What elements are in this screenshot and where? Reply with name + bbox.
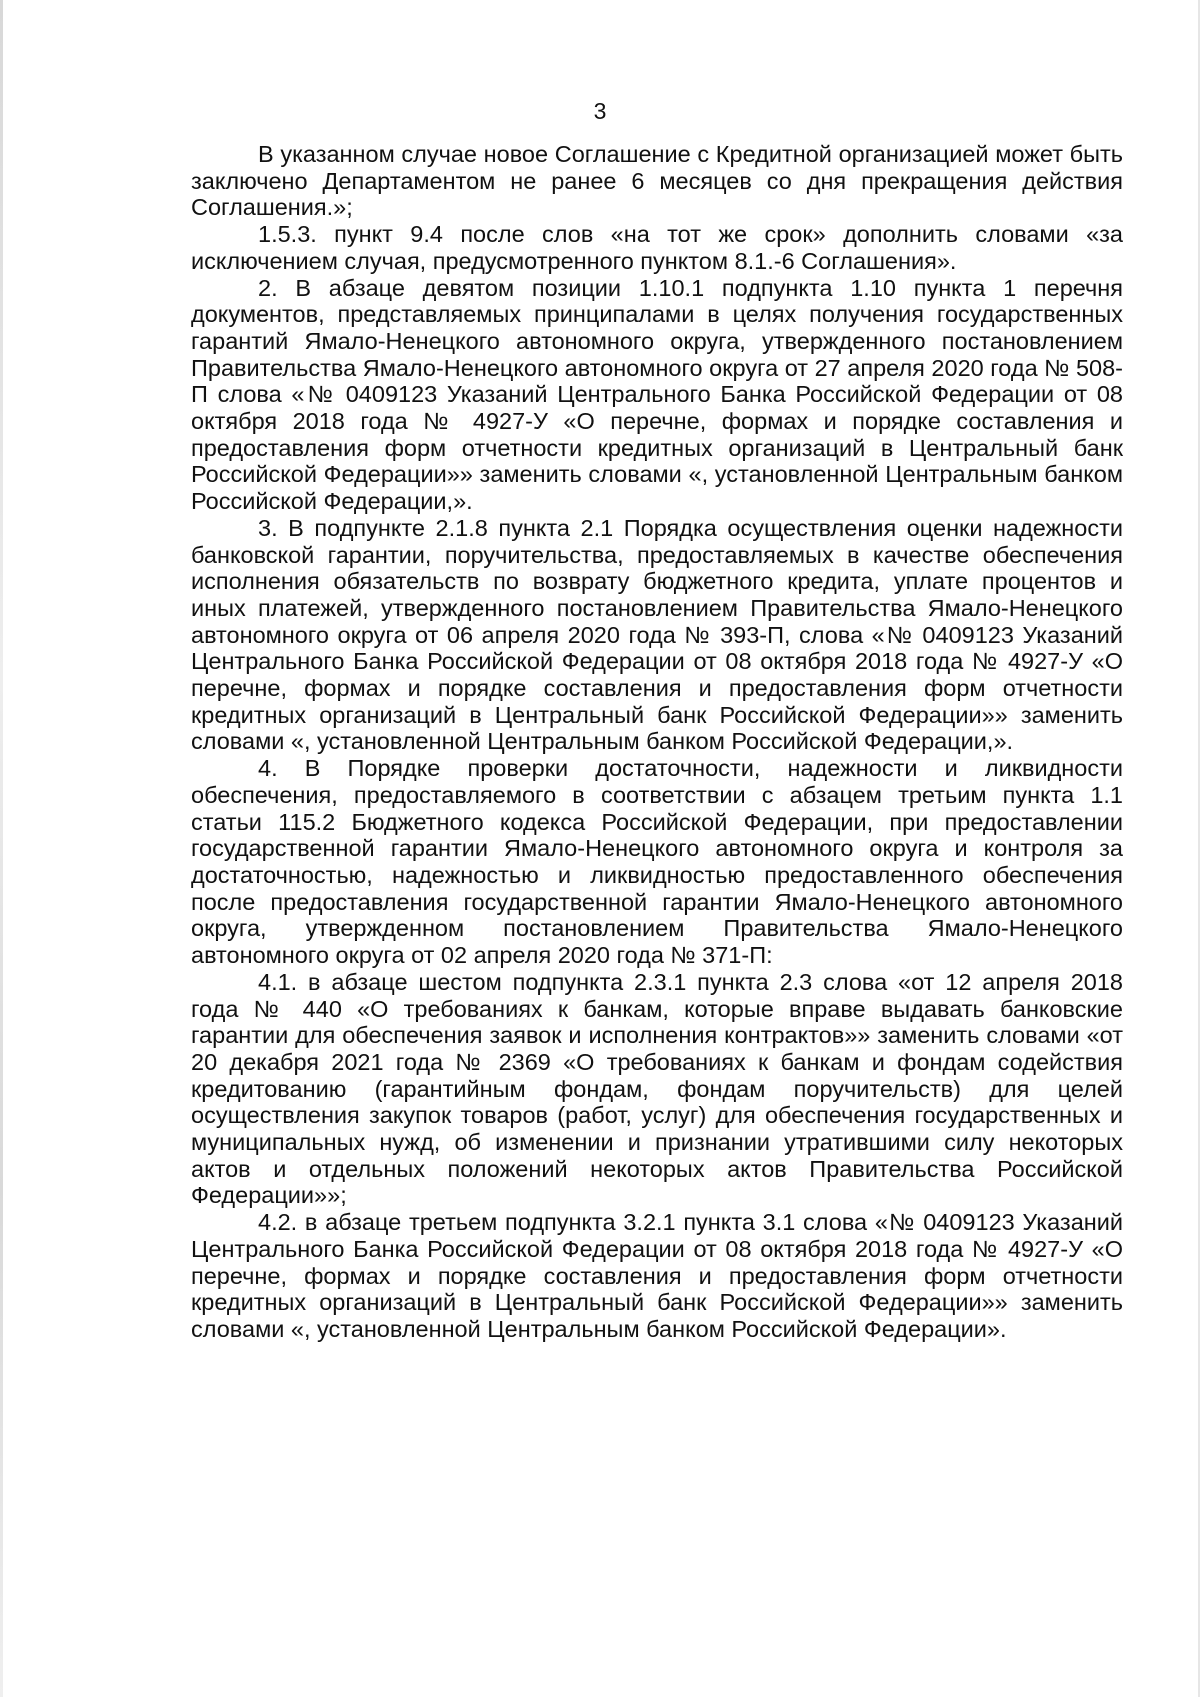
paragraph-4-2: 4.2. в абзаце третьем подпункта 3.2.1 пункта 3.1 слова «№ 0409123 Указаний Центрального Банка Российской Федерации от 08 октября 2018 года № 4927-У «О перечне, формах и порядке составления и предоставления форм отчетности кредитных организаций в Центральный банк Российской Федерации»» заменить словами «, установленной Центральным банком Российской Федерации».: [191, 1209, 1123, 1342]
paragraph-agreement-termination: В указанном случае новое Соглашение с Кредитной организацией может быть заключено Департаментом не ранее 6 месяцев со дня прекращения действия Соглашения.»;: [191, 141, 1123, 221]
page-number: 3: [593, 98, 607, 124]
paragraph-4-1: 4.1. в абзаце шестом подпункта 2.3.1 пункта 2.3 слова «от 12 апреля 2018 года № 440 «О требованиях к банкам, которые вправе выдавать банковские гарантии для обеспечения заявок и исполнения контрактов»» заменить словами «от 20 декабря 2021 года № 2369 «О требованиях к банкам и фондам содействия кредитованию (гарантийным фондам, фондам поручительств) для целей осуществления закупок товаров (работ, услуг) для обеспечения государственных и муниципальных нужд, об изменении и признании утратившими силу некоторых актов и отдельных положений некоторых актов Правительства Российской Федерации»»;: [191, 968, 1123, 1209]
paragraph-4: 4. В Порядке проверки достаточности, надежности и ликвидности обеспечения, предоставляемого в соответствии с абзацем третьим пункта 1.1 статьи 115.2 Бюджетного кодекса Российской Федерации, при предоставлении государственной гарантии Ямало-Ненецкого автономного округа и контроля за достаточностью, надежностью и ликвидностью предоставленного обеспечения после предоставления государственной гарантии Ямало-Ненецкого автономного округа, утвержденном постановлением Правительства Ямало-Ненецкого автономного округа от 02 апреля 2020 года № 371-П:: [191, 755, 1123, 969]
scan-edge-left: [0, 0, 3, 1697]
paragraph-1-5-3: 1.5.3. пункт 9.4 после слов «на тот же срок» дополнить словами «за исключением случая, предусмотренного пунктом 8.1.-6 Соглашения».: [191, 221, 1123, 274]
paragraph-3: 3. В подпункте 2.1.8 пункта 2.1 Порядка осуществления оценки надежности банковской гарантии, поручительства, предоставляемых в качестве обеспечения исполнения обязательств по возврату бюджетного кредита, уплате процентов и иных платежей, утвержденного постановлением Правительства Ямало-Ненецкого автономного округа от 06 апреля 2020 года № 393-П, слова «№ 0409123 Указаний Центрального Банка Российской Федерации от 08 октября 2018 года № 4927-У «О перечне, формах и порядке составления и предоставления форм отчетности кредитных организаций в Центральный банк Российской Федерации»» заменить словами «, установленной Центральным банком Российской Федерации,».: [191, 514, 1123, 755]
document-body: [191, 141, 1123, 1343]
paragraph-2: 2. В абзаце девятом позиции 1.10.1 подпункта 1.10 пункта 1 перечня документов, представляемых принципалами в целях получения государственных гарантий Ямало-Ненецкого автономного округа, утвержденного постановлением Правительства Ямало-Ненецкого автономного округа от 27 апреля 2020 года № 508-П слова «№ 0409123 Указаний Центрального Банка Российской Федерации от 08 октября 2018 года № 4927-У «О перечне, формах и порядке составления и предоставления форм отчетности кредитных организаций в Центральный банк Российской Федерации»» заменить словами «, установленной Центральным банком Российской Федерации,».: [191, 274, 1123, 515]
